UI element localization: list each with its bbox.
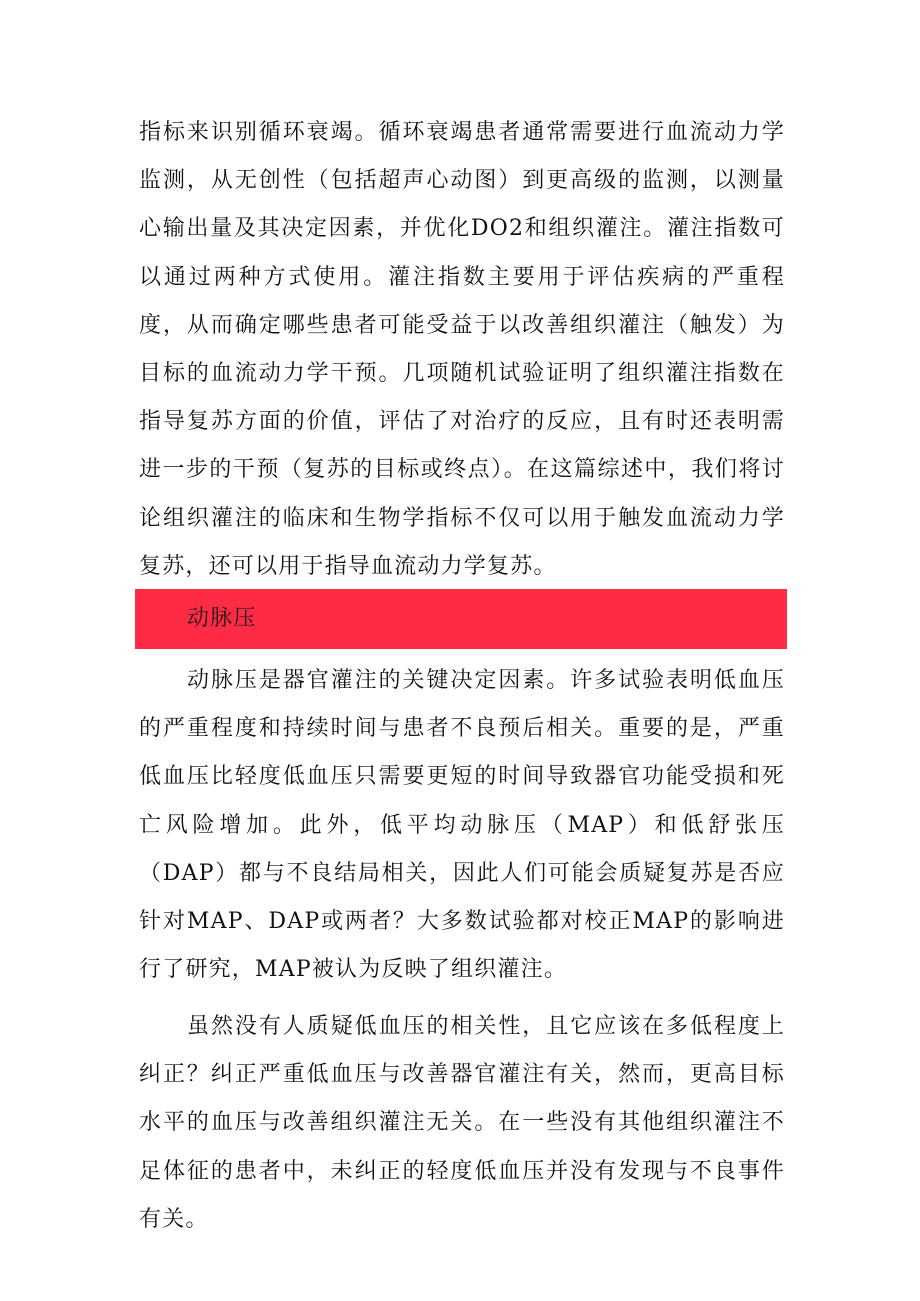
body-paragraph-arterial-pressure: 动脉压是器官灌注的关键决定因素。许多试验表明低血压的严重程度和持续时间与患者不良预后相关。重要的是，严重低血压比轻度低血压只需要更短的时间导致器官功能受损和死亡风险增加。此外，低平均动脉压（MAP）和低舒张压（DAP）都与不良结局相关，因此人们可能会质疑复苏是否应针对MAP、DAP或两者？大多数试验都对校正MAP的影响进行了研究，MAP被认为反映了组织灌注。 [139,668,785,983]
intro-paragraph: 指标来识别循环衰竭。循环衰竭患者通常需要进行血流动力学监测，从无创性（包括超声心动图）到更高级的监测，以测量心输出量及其决定因素，并优化DO2和组织灌注。灌注指数可以通过两种方式使用。灌注指数主要用于评估疾病的严重程度，从而确定哪些患者可能受益于以改善组织灌注（触发）为目标的血流动力学干预。几项随机试验证明了组织灌注指数在指导复苏方面的价值，评估了对治疗的反应，且有时还表明需进一步的干预（复苏的目标或终点）。在这篇综述中，我们将讨论组织灌注的临床和生物学指标不仅可以用于触发血流动力学复苏，还可以用于指导血流动力学复苏。 [139,120,785,579]
section-heading: 动脉压 [187,606,257,631]
section-heading-bar [135,589,787,649]
body-paragraph-hypotension-correction: 虽然没有人质疑低血压的相关性，且它应该在多低程度上纠正？纠正严重低血压与改善器官灌注有关，然而，更高目标水平的血压与改善组织灌注无关。在一些没有其他组织灌注不足体征的患者中，未纠正的轻度低血压并没有发现与不良事件有关。 [139,1014,785,1232]
